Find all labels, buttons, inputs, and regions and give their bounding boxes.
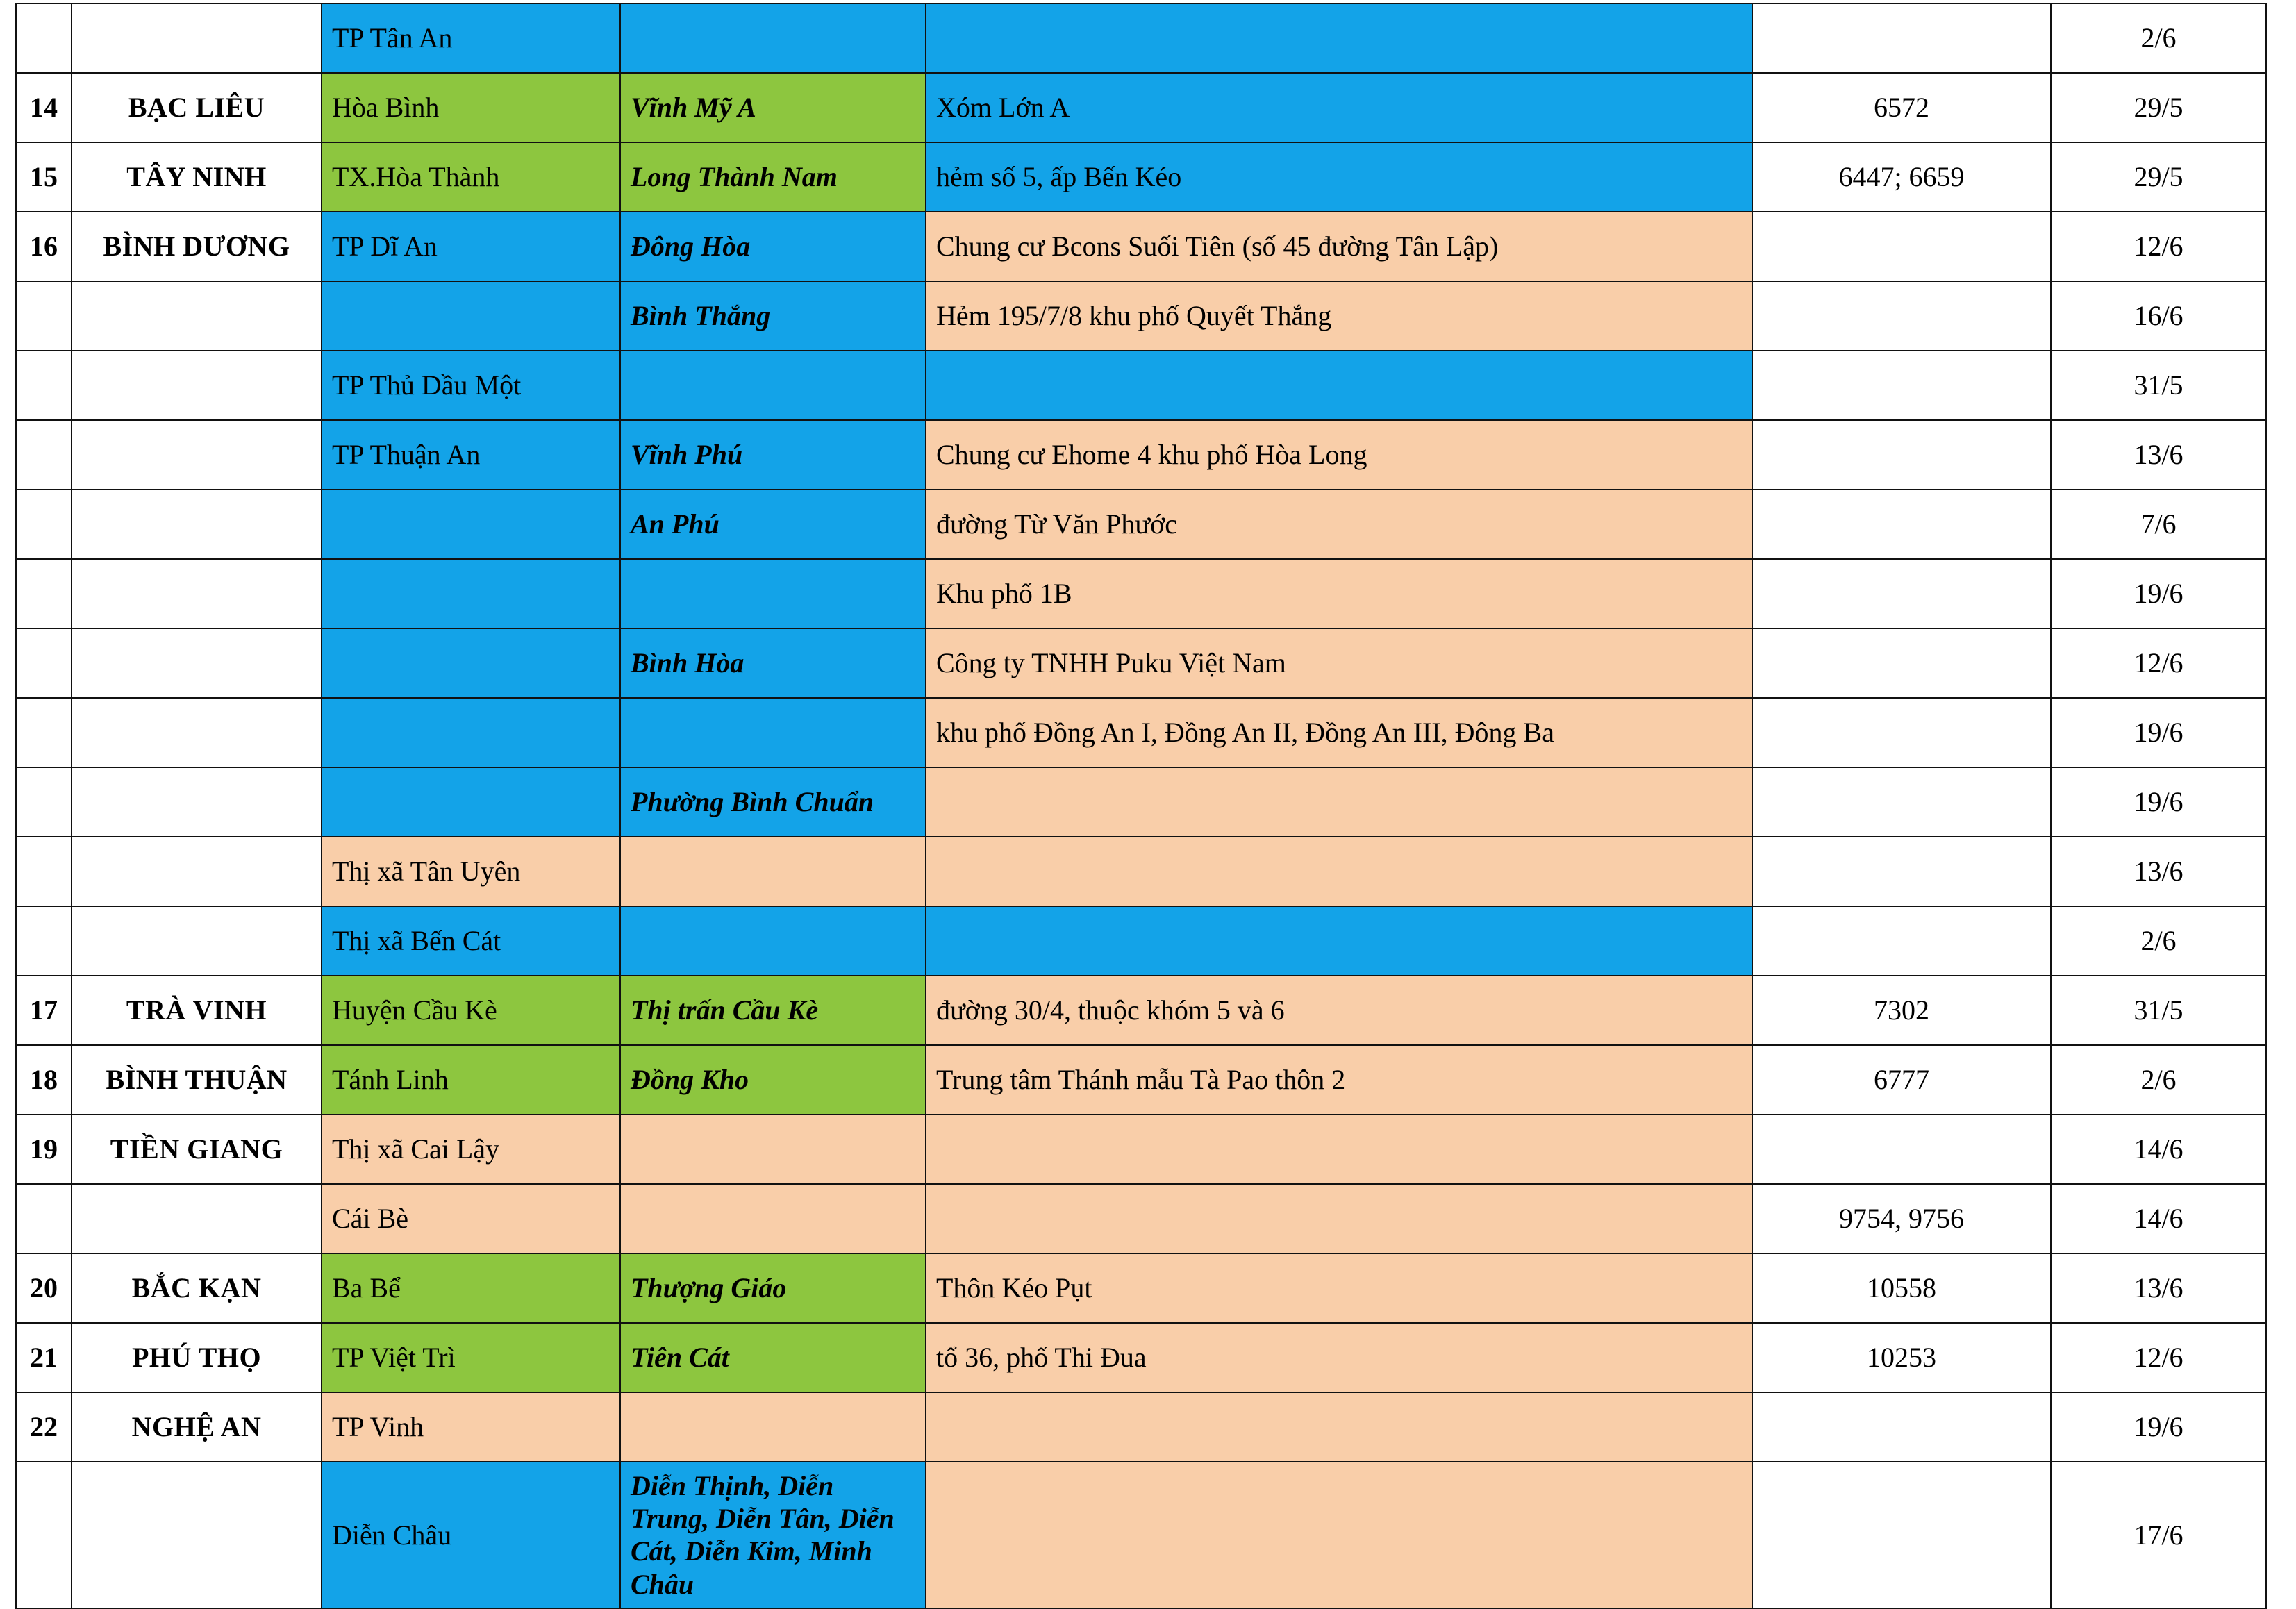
table-row (16, 1323, 2266, 1392)
cell-date: 13/6 (2051, 837, 2266, 906)
cell-district (322, 490, 620, 559)
cell-code (1752, 420, 2051, 490)
cell-code (1752, 3, 2051, 73)
cell-province (72, 837, 322, 906)
cell-date: 12/6 (2051, 1323, 2266, 1392)
cell-stt (16, 837, 72, 906)
table-row (16, 1253, 2266, 1323)
cell-detail: Xóm Lớn A (926, 73, 1752, 142)
cell-code (1752, 628, 2051, 698)
cell-detail: Trung tâm Thánh mẫu Tà Pao thôn 2 (926, 1045, 1752, 1115)
cell-province (72, 3, 322, 73)
cell-ward (620, 698, 926, 767)
table-row (16, 698, 2266, 767)
table-row (16, 767, 2266, 837)
cell-province: BẮC KẠN (72, 1253, 322, 1323)
cell-date: 2/6 (2051, 906, 2266, 976)
table-row (16, 837, 2266, 906)
cell-code (1752, 281, 2051, 351)
table-body (16, 3, 2266, 1608)
cell-stt (16, 351, 72, 420)
cell-province: TRÀ VINH (72, 976, 322, 1045)
cell-code (1752, 837, 2051, 906)
cell-detail (926, 906, 1752, 976)
document-sheet (0, 3, 2296, 1609)
cell-district: TP Tân An (322, 3, 620, 73)
cell-detail (926, 1392, 1752, 1462)
cell-stt: 21 (16, 1323, 72, 1392)
cell-code: 10253 (1752, 1323, 2051, 1392)
table-row (16, 1184, 2266, 1253)
cell-code (1752, 559, 2051, 628)
cell-detail: Hẻm 195/7/8 khu phố Quyết Thắng (926, 281, 1752, 351)
cell-province: BÌNH THUẬN (72, 1045, 322, 1115)
cell-district (322, 698, 620, 767)
cell-detail: khu phố Đồng An I, Đồng An II, Đồng An III, Đông Ba (926, 698, 1752, 767)
cell-province (72, 490, 322, 559)
cell-ward: Thượng Giáo (620, 1253, 926, 1323)
cell-province (72, 767, 322, 837)
table-row (16, 490, 2266, 559)
cell-district (322, 628, 620, 698)
cell-code: 7302 (1752, 976, 2051, 1045)
cell-code: 10558 (1752, 1253, 2051, 1323)
cell-district: Thị xã Tân Uyên (322, 837, 620, 906)
cell-date: 14/6 (2051, 1184, 2266, 1253)
table-row (16, 906, 2266, 976)
cell-code: 6572 (1752, 73, 2051, 142)
cell-ward: Đồng Kho (620, 1045, 926, 1115)
cell-ward (620, 1115, 926, 1184)
cell-province (72, 281, 322, 351)
cell-province (72, 1462, 322, 1608)
cell-stt: 18 (16, 1045, 72, 1115)
cell-date: 31/5 (2051, 976, 2266, 1045)
cell-stt: 22 (16, 1392, 72, 1462)
cell-stt (16, 3, 72, 73)
cell-ward (620, 906, 926, 976)
table-row (16, 420, 2266, 490)
cell-ward: Thị trấn Cầu Kè (620, 976, 926, 1045)
cell-province: PHÚ THỌ (72, 1323, 322, 1392)
cell-stt: 14 (16, 73, 72, 142)
cell-date: 31/5 (2051, 351, 2266, 420)
cell-stt (16, 767, 72, 837)
cell-province: BẠC LIÊU (72, 73, 322, 142)
cell-district: TP Vinh (322, 1392, 620, 1462)
cell-province (72, 1184, 322, 1253)
cell-detail (926, 1462, 1752, 1608)
cell-code (1752, 906, 2051, 976)
cell-date: 7/6 (2051, 490, 2266, 559)
cell-detail (926, 1184, 1752, 1253)
table-row (16, 281, 2266, 351)
cell-detail: Chung cư Ehome 4 khu phố Hòa Long (926, 420, 1752, 490)
cell-ward: Đông Hòa (620, 212, 926, 281)
cell-date: 19/6 (2051, 767, 2266, 837)
cell-date: 12/6 (2051, 212, 2266, 281)
cell-code (1752, 1115, 2051, 1184)
cell-province (72, 698, 322, 767)
cell-detail (926, 3, 1752, 73)
table-row (16, 212, 2266, 281)
cell-ward: Diễn Thịnh, Diễn Trung, Diễn Tân, Diễn Cát, Diễn Kim, Minh Châu (620, 1462, 926, 1608)
table-row (16, 628, 2266, 698)
cell-code (1752, 212, 2051, 281)
cell-stt: 20 (16, 1253, 72, 1323)
cell-date: 29/5 (2051, 73, 2266, 142)
table-row (16, 351, 2266, 420)
cell-detail (926, 1115, 1752, 1184)
cell-date: 17/6 (2051, 1462, 2266, 1608)
cell-stt (16, 420, 72, 490)
cell-province (72, 628, 322, 698)
cell-district: Thị xã Cai Lậy (322, 1115, 620, 1184)
table-row (16, 976, 2266, 1045)
cell-detail: Chung cư Bcons Suối Tiên (số 45 đường Tân Lập) (926, 212, 1752, 281)
cell-district: Tánh Linh (322, 1045, 620, 1115)
cell-detail: Khu phố 1B (926, 559, 1752, 628)
cell-ward: Phường Bình Chuẩn (620, 767, 926, 837)
table-row (16, 1392, 2266, 1462)
cell-date: 19/6 (2051, 559, 2266, 628)
cell-stt (16, 490, 72, 559)
cell-ward: Vĩnh Phú (620, 420, 926, 490)
cell-detail: Công ty TNHH Puku Việt Nam (926, 628, 1752, 698)
cell-stt: 16 (16, 212, 72, 281)
cell-stt (16, 628, 72, 698)
cell-code: 9754, 9756 (1752, 1184, 2051, 1253)
cell-stt (16, 1462, 72, 1608)
cell-code (1752, 490, 2051, 559)
cell-ward (620, 559, 926, 628)
cell-stt (16, 281, 72, 351)
cell-detail (926, 767, 1752, 837)
cell-stt (16, 1184, 72, 1253)
cell-district: TP Việt Trì (322, 1323, 620, 1392)
cell-stt: 15 (16, 142, 72, 212)
cell-date: 12/6 (2051, 628, 2266, 698)
cell-date: 14/6 (2051, 1115, 2266, 1184)
cell-district: TP Thủ Dầu Một (322, 351, 620, 420)
cell-stt (16, 559, 72, 628)
cell-province: TIỀN GIANG (72, 1115, 322, 1184)
cell-date: 2/6 (2051, 3, 2266, 73)
cell-province: NGHỆ AN (72, 1392, 322, 1462)
table-row (16, 73, 2266, 142)
cell-stt: 19 (16, 1115, 72, 1184)
table-row (16, 1115, 2266, 1184)
cell-province (72, 559, 322, 628)
cell-detail: đường 30/4, thuộc khóm 5 và 6 (926, 976, 1752, 1045)
cell-ward (620, 351, 926, 420)
cell-district: TP Dĩ An (322, 212, 620, 281)
cell-code: 6447; 6659 (1752, 142, 2051, 212)
cell-district: Huyện Cầu Kè (322, 976, 620, 1045)
cell-stt: 17 (16, 976, 72, 1045)
cell-code: 6777 (1752, 1045, 2051, 1115)
cell-ward (620, 1184, 926, 1253)
table-row (16, 1045, 2266, 1115)
cell-code (1752, 767, 2051, 837)
cell-district (322, 281, 620, 351)
cell-ward: Bình Thắng (620, 281, 926, 351)
cell-district (322, 559, 620, 628)
table-row (16, 559, 2266, 628)
cell-district: Cái Bè (322, 1184, 620, 1253)
table-row (16, 1462, 2266, 1608)
cell-code (1752, 1462, 2051, 1608)
table-row (16, 3, 2266, 73)
cell-stt (16, 906, 72, 976)
cell-ward: An Phú (620, 490, 926, 559)
cell-code (1752, 1392, 2051, 1462)
cell-district: Hòa Bình (322, 73, 620, 142)
cell-detail (926, 351, 1752, 420)
cell-code (1752, 351, 2051, 420)
cell-detail (926, 837, 1752, 906)
cell-detail: tổ 36, phố Thi Đua (926, 1323, 1752, 1392)
cell-date: 13/6 (2051, 1253, 2266, 1323)
table-row (16, 142, 2266, 212)
cell-ward: Vĩnh Mỹ A (620, 73, 926, 142)
cell-detail: đường Từ Văn Phước (926, 490, 1752, 559)
cell-ward (620, 3, 926, 73)
cell-province (72, 420, 322, 490)
cell-ward (620, 1392, 926, 1462)
cell-date: 19/6 (2051, 698, 2266, 767)
cell-ward: Long Thành Nam (620, 142, 926, 212)
cell-date: 29/5 (2051, 142, 2266, 212)
cell-district: Diễn Châu (322, 1462, 620, 1608)
cell-date: 19/6 (2051, 1392, 2266, 1462)
cell-ward: Bình Hòa (620, 628, 926, 698)
cell-district: Ba Bể (322, 1253, 620, 1323)
cell-ward: Tiên Cát (620, 1323, 926, 1392)
cell-stt (16, 698, 72, 767)
cell-province: BÌNH DƯƠNG (72, 212, 322, 281)
cell-date: 2/6 (2051, 1045, 2266, 1115)
cell-code (1752, 698, 2051, 767)
cell-date: 16/6 (2051, 281, 2266, 351)
cell-province (72, 351, 322, 420)
cell-detail: Thôn Kéo Pụt (926, 1253, 1752, 1323)
cell-date: 13/6 (2051, 420, 2266, 490)
cell-district (322, 767, 620, 837)
cell-detail: hẻm số 5, ấp Bến Kéo (926, 142, 1752, 212)
cell-district: TX.Hòa Thành (322, 142, 620, 212)
cell-province: TÂY NINH (72, 142, 322, 212)
cell-ward (620, 837, 926, 906)
cell-district: TP Thuận An (322, 420, 620, 490)
lockdown-locations-table (15, 3, 2267, 1609)
cell-province (72, 906, 322, 976)
cell-district: Thị xã Bến Cát (322, 906, 620, 976)
